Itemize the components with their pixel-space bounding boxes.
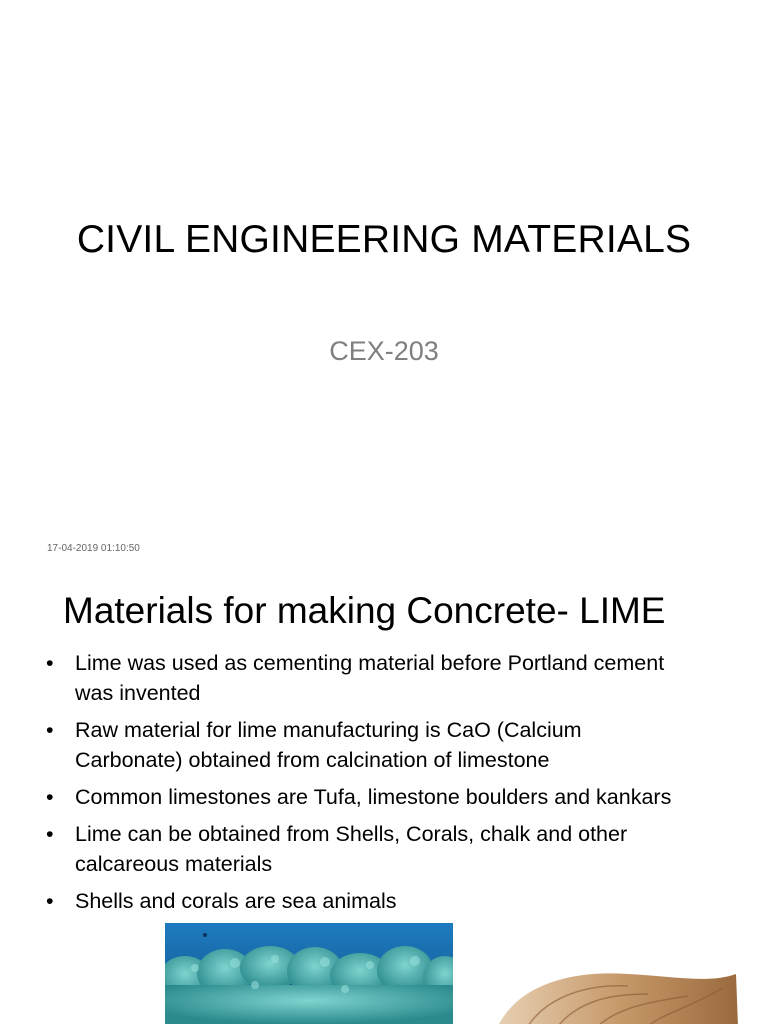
list-item: [46, 648, 746, 708]
bullet-line: Common limestones are Tufa, limestone boulders and kankars: [75, 785, 672, 809]
bullet-line: Raw material for lime manufacturing is CaO (Calcium: [75, 718, 582, 742]
bullet-line: Carbonate) obtained from calcination of limestone: [75, 748, 550, 772]
coral-reef-photo: [165, 923, 453, 1024]
bullet-line: Shells and corals are sea animals: [75, 889, 397, 913]
bullet-icon: •: [46, 651, 54, 675]
list-item: [46, 782, 746, 812]
list-item: [46, 715, 746, 775]
list-item: [46, 819, 746, 879]
slide-2: [0, 576, 768, 1024]
bullet-icon: •: [46, 718, 54, 742]
bullet-icon: •: [46, 785, 54, 809]
slide-title: Materials for making Concrete- LIME: [63, 590, 666, 631]
bullet-line: calcareous materials: [75, 852, 273, 876]
bullet-icon: •: [46, 889, 54, 913]
bullet-line: Lime was used as cementing material before Portland cement: [75, 651, 665, 675]
bullet-list: [46, 648, 746, 923]
bullet-line: was invented: [75, 681, 201, 705]
timestamp: 17-04-2019 01:10:50: [47, 543, 140, 554]
slide-subtitle: CEX-203: [329, 336, 439, 366]
bullet-line: Lime can be obtained from Shells, Corals, chalk and other: [75, 822, 628, 846]
seashell-photo: [498, 966, 738, 1024]
bullet-icon: •: [46, 822, 54, 846]
slide-title: CIVIL ENGINEERING MATERIALS: [76, 218, 692, 261]
list-item: [46, 886, 746, 916]
